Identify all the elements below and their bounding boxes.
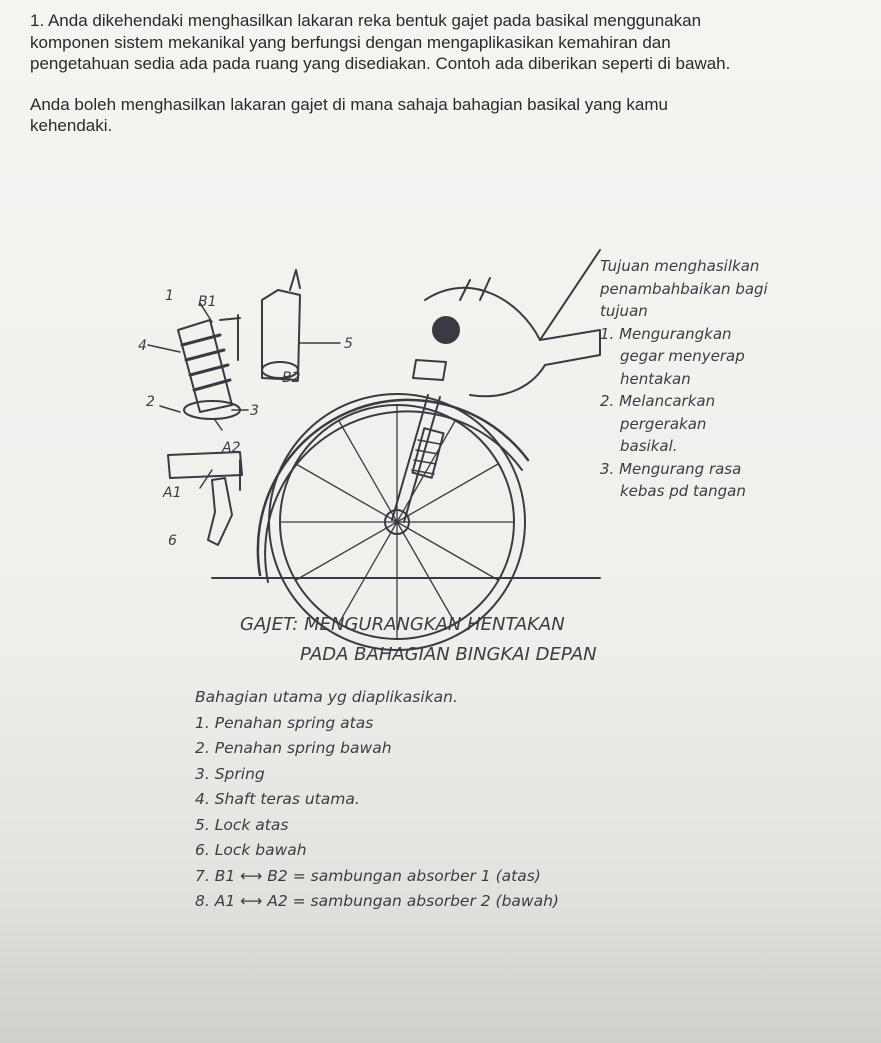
gadget-title [240, 610, 597, 670]
side-note-line: 1. Mengurangkan [600, 324, 732, 343]
parts-heading: Bahagian utama yg diaplikasikan. [195, 688, 458, 706]
question-line: komponen sistem mekanikal yang berfungsi dengan mengaplikasikan kemahiran dan [30, 32, 671, 52]
side-notes [600, 255, 780, 503]
note-line: Anda boleh menghasilkan lakaran gajet di mana sahaja bahagian basikal yang kamu [30, 94, 668, 114]
label-a1: A1 [163, 485, 182, 501]
label-4: 4 [138, 338, 147, 354]
side-note-line: 3. Mengurang rasa [600, 459, 742, 478]
side-note-line: hentakan [620, 369, 691, 388]
side-note-line: kebas pd tangan [620, 482, 746, 500]
list-item: 4. Shaft teras utama. [195, 790, 360, 808]
side-note-line: basikal. [620, 437, 678, 455]
side-note-line: penambahbaikan bagi [600, 279, 768, 298]
list-item: 1. Penahan spring atas [195, 713, 374, 732]
list-item: 6. Lock bawah [195, 841, 307, 859]
list-item: 8. A1 ⟷ A2 = sambungan absorber 2 (bawah) [195, 892, 559, 910]
side-note-line: Tujuan menghasilkan [600, 257, 760, 275]
note-line: kehendaki. [30, 116, 113, 135]
label-b1: B1 [198, 294, 217, 310]
exploded-parts [168, 270, 300, 545]
question-line: pengetahuan sedia ada pada ruang yang disediakan. Contoh ada diberikan seperti di bawah. [30, 54, 731, 73]
parts-list [195, 685, 559, 915]
gadget-title-line: GAJET: MENGURANGKAN HENTAKAN [240, 614, 565, 635]
list-item: 7. B1 ⟷ B2 = sambungan absorber 1 (atas) [195, 866, 541, 885]
gadget-title-line: PADA BAHAGIAN BINGKAI DEPAN [300, 644, 597, 665]
list-item: 5. Lock atas [195, 815, 289, 834]
side-note-line: gegar menyerap [620, 347, 745, 365]
list-item: 2. Penahan spring bawah [195, 739, 392, 757]
label-1: 1 [165, 288, 174, 304]
frame [392, 250, 600, 522]
side-note-line: tujuan [600, 302, 648, 320]
label-a2: A2 [222, 440, 241, 456]
label-5: 5 [344, 336, 353, 352]
side-note-line: pergerakan [620, 414, 707, 433]
label-6: 6 [168, 533, 177, 549]
label-3: 3 [250, 403, 259, 419]
label-b2: B2 [282, 370, 301, 386]
leader-lines [148, 303, 340, 488]
side-note-line: 2. Melancarkan [600, 392, 716, 410]
list-item: 3. Spring [195, 764, 265, 783]
label-2: 2 [146, 394, 155, 410]
question-line: 1. Anda dikehendaki menghasilkan lakaran reka bentuk gajet pada basikal menggunakan [30, 11, 702, 30]
